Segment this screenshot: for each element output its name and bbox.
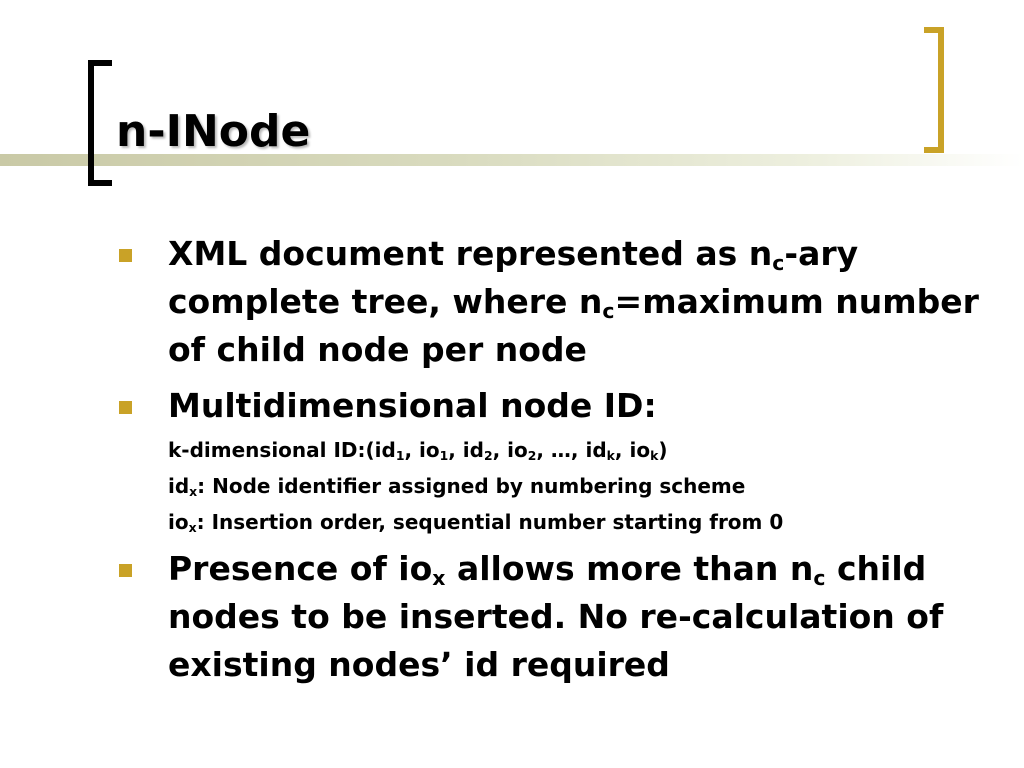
square-bullet-icon (119, 401, 132, 414)
slide-content (118, 230, 998, 689)
subscript: k (650, 448, 659, 464)
subscript: 1 (439, 448, 449, 464)
bullet-text: Multidimensional node ID: (168, 386, 657, 425)
square-bullet-icon (119, 249, 132, 262)
subscript: 2 (527, 448, 537, 464)
subscript: x (432, 566, 446, 591)
subscript: x (189, 484, 198, 500)
bullet-text: Presence of $io_x$ allows more than $n_c$ child nodes to be inserted. No re-calculation of existing nodes’ id required (168, 549, 944, 684)
subpoint-k-dimensional-id: k-dimensional $ID:(id_1$, $io_1$, $id_2$, $io_2$, …, $id_k$, $io_k$) (168, 438, 668, 464)
bullet-text: XML document represented as $n_c$-ary complete tree, where $n_c=maximum$ number of child node per node (168, 234, 979, 369)
bullet-item-presence (118, 545, 998, 689)
left-bracket-decoration (88, 60, 112, 186)
subscript: k (606, 448, 615, 464)
square-bullet-icon (119, 564, 132, 577)
subscript: c (813, 566, 826, 591)
right-bracket-decoration (924, 27, 944, 153)
slide-title: n-INode (116, 106, 311, 157)
bullet-item-tree (118, 230, 998, 374)
bullet-item-node-id (118, 382, 998, 430)
subscript: 2 (483, 448, 493, 464)
subscript: c (602, 299, 615, 324)
subscript: x (188, 520, 197, 536)
subpoint-insertion-order: $io_x$: Insertion order, sequential number starting from 0 (168, 510, 784, 536)
subpoint-node-identifier: $id_x$: Node identifier assigned by numbering scheme (168, 474, 746, 500)
subscript: 1 (395, 448, 405, 464)
subscript: c (772, 251, 785, 276)
